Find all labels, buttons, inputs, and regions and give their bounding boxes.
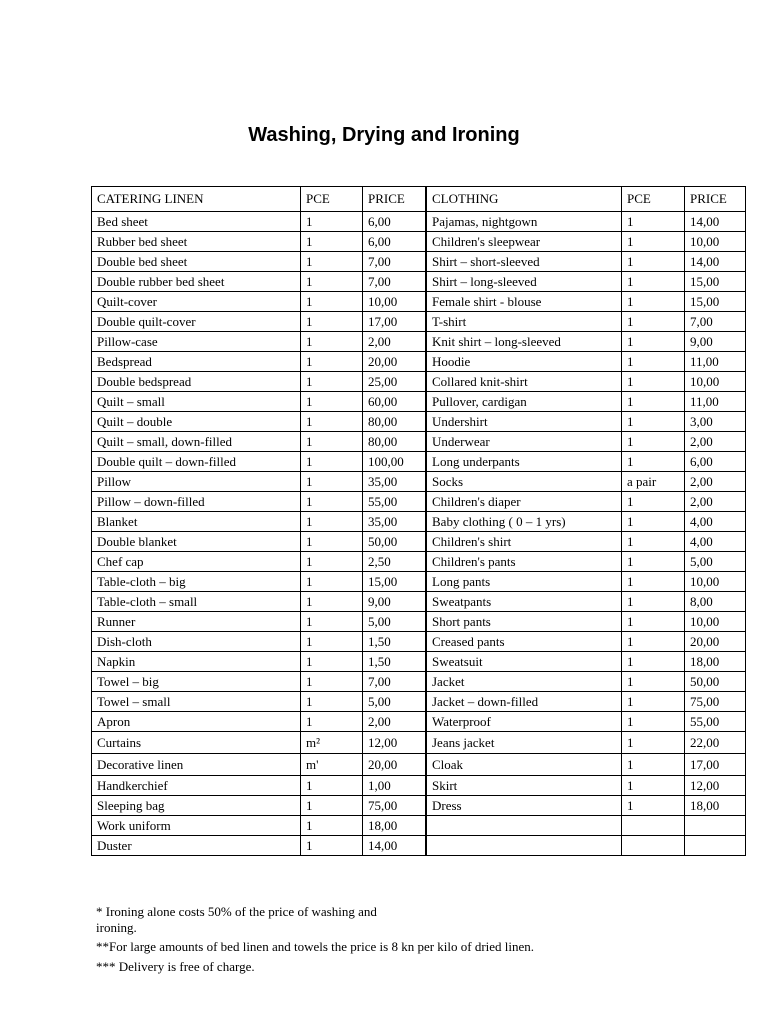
- catering-pce: m²: [301, 732, 363, 754]
- catering-price: 18,00: [363, 816, 427, 836]
- clothing-pce: 1: [622, 732, 685, 754]
- clothing-pce: 1: [622, 352, 685, 372]
- catering-pce: 1: [301, 312, 363, 332]
- table-row: [92, 592, 746, 612]
- clothing-pce: 1: [622, 372, 685, 392]
- clothing-pce: 1: [622, 776, 685, 796]
- clothing-pce: 1: [622, 492, 685, 512]
- table-row: [92, 432, 746, 452]
- page-title: Washing, Drying and Ironing: [248, 124, 520, 146]
- clothing-price: [685, 816, 746, 836]
- clothing-pce: 1: [622, 692, 685, 712]
- catering-price: 10,00: [363, 292, 427, 312]
- clothing-pce: 1: [622, 332, 685, 352]
- catering-pce: 1: [301, 232, 363, 252]
- catering-pce: 1: [301, 816, 363, 836]
- catering-item: Chef cap: [92, 552, 301, 572]
- table-row: [92, 232, 746, 252]
- clothing-item: [426, 836, 622, 856]
- catering-pce: 1: [301, 592, 363, 612]
- table-row: [92, 252, 746, 272]
- catering-price: 5,00: [363, 612, 427, 632]
- table-row: [92, 472, 746, 492]
- catering-item: Quilt-cover: [92, 292, 301, 312]
- clothing-price: 11,00: [685, 392, 746, 412]
- catering-price: 20,00: [363, 352, 427, 372]
- table-row: [92, 692, 746, 712]
- clothing-item: Waterproof: [426, 712, 622, 732]
- catering-pce: 1: [301, 572, 363, 592]
- clothing-price: 15,00: [685, 272, 746, 292]
- catering-item: Decorative linen: [92, 754, 301, 776]
- header-catering-linen: CATERING LINEN: [92, 187, 301, 212]
- clothing-price: 20,00: [685, 632, 746, 652]
- table-row: [92, 816, 746, 836]
- catering-item: Pillow: [92, 472, 301, 492]
- table-row: [92, 452, 746, 472]
- clothing-pce: 1: [622, 672, 685, 692]
- clothing-price: 14,00: [685, 252, 746, 272]
- catering-price: 75,00: [363, 796, 427, 816]
- catering-price: 80,00: [363, 432, 427, 452]
- clothing-pce: 1: [622, 796, 685, 816]
- catering-pce: 1: [301, 632, 363, 652]
- clothing-item: Long pants: [426, 572, 622, 592]
- clothing-price: 10,00: [685, 232, 746, 252]
- catering-item: Towel – small: [92, 692, 301, 712]
- table-row: [92, 272, 746, 292]
- catering-pce: 1: [301, 532, 363, 552]
- catering-price: 35,00: [363, 472, 427, 492]
- clothing-item: Jacket – down-filled: [426, 692, 622, 712]
- clothing-item: Children's diaper: [426, 492, 622, 512]
- catering-pce: 1: [301, 836, 363, 856]
- clothing-pce: 1: [622, 572, 685, 592]
- clothing-price: 2,00: [685, 432, 746, 452]
- clothing-price: 17,00: [685, 754, 746, 776]
- clothing-item: Sweatpants: [426, 592, 622, 612]
- clothing-price: 50,00: [685, 672, 746, 692]
- catering-pce: 1: [301, 652, 363, 672]
- catering-pce: 1: [301, 472, 363, 492]
- clothing-price: 10,00: [685, 372, 746, 392]
- catering-item: Sleeping bag: [92, 796, 301, 816]
- table-row: [92, 212, 746, 232]
- catering-price: 20,00: [363, 754, 427, 776]
- clothing-price: 5,00: [685, 552, 746, 572]
- catering-item: Double rubber bed sheet: [92, 272, 301, 292]
- table-row: [92, 412, 746, 432]
- clothing-pce: 1: [622, 232, 685, 252]
- clothing-item: Children's sleepwear: [426, 232, 622, 252]
- catering-item: Quilt – small: [92, 392, 301, 412]
- clothing-price: 75,00: [685, 692, 746, 712]
- catering-item: Towel – big: [92, 672, 301, 692]
- clothing-item: Sweatsuit: [426, 652, 622, 672]
- table-row: [92, 732, 746, 754]
- clothing-item: Underwear: [426, 432, 622, 452]
- table-row: [92, 512, 746, 532]
- clothing-price: 7,00: [685, 312, 746, 332]
- catering-pce: 1: [301, 452, 363, 472]
- clothing-item: Long underpants: [426, 452, 622, 472]
- clothing-pce: 1: [622, 212, 685, 232]
- table-row: [92, 532, 746, 552]
- catering-pce: 1: [301, 552, 363, 572]
- clothing-item: Short pants: [426, 612, 622, 632]
- table-header-row: [92, 187, 746, 212]
- catering-price: 60,00: [363, 392, 427, 412]
- catering-item: Double bed sheet: [92, 252, 301, 272]
- table-row: [92, 652, 746, 672]
- catering-item: Double quilt – down-filled: [92, 452, 301, 472]
- clothing-price: 14,00: [685, 212, 746, 232]
- clothing-price: 6,00: [685, 452, 746, 472]
- table-row: [92, 352, 746, 372]
- catering-item: Curtains: [92, 732, 301, 754]
- catering-price: 80,00: [363, 412, 427, 432]
- catering-price: 35,00: [363, 512, 427, 532]
- table-row: [92, 836, 746, 856]
- clothing-item: Socks: [426, 472, 622, 492]
- catering-item: Apron: [92, 712, 301, 732]
- catering-pce: 1: [301, 392, 363, 412]
- clothing-item: Dress: [426, 796, 622, 816]
- table-row: [92, 796, 746, 816]
- catering-price: 17,00: [363, 312, 427, 332]
- table-row: [92, 392, 746, 412]
- catering-item: Bedspread: [92, 352, 301, 372]
- clothing-pce: 1: [622, 592, 685, 612]
- clothing-item: Skirt: [426, 776, 622, 796]
- table-row: [92, 492, 746, 512]
- catering-item: Quilt – double: [92, 412, 301, 432]
- catering-item: Work uniform: [92, 816, 301, 836]
- clothing-price: 12,00: [685, 776, 746, 796]
- clothing-pce: [622, 816, 685, 836]
- catering-pce: 1: [301, 512, 363, 532]
- table-row: [92, 292, 746, 312]
- catering-price: 6,00: [363, 212, 427, 232]
- catering-price: 2,00: [363, 712, 427, 732]
- catering-pce: 1: [301, 272, 363, 292]
- catering-pce: 1: [301, 412, 363, 432]
- catering-pce: m': [301, 754, 363, 776]
- table-row: [92, 332, 746, 352]
- catering-item: Double quilt-cover: [92, 312, 301, 332]
- clothing-pce: 1: [622, 392, 685, 412]
- catering-pce: 1: [301, 352, 363, 372]
- catering-pce: 1: [301, 212, 363, 232]
- clothing-item: Hoodie: [426, 352, 622, 372]
- catering-item: Double bedspread: [92, 372, 301, 392]
- catering-price: 2,50: [363, 552, 427, 572]
- clothing-price: 2,00: [685, 472, 746, 492]
- clothing-pce: 1: [622, 632, 685, 652]
- clothing-pce: 1: [622, 612, 685, 632]
- header-right-price: PRICE: [685, 187, 746, 212]
- clothing-pce: 1: [622, 712, 685, 732]
- table-row: [92, 312, 746, 332]
- catering-price: 5,00: [363, 692, 427, 712]
- catering-pce: 1: [301, 492, 363, 512]
- clothing-price: 18,00: [685, 652, 746, 672]
- table-row: [92, 552, 746, 572]
- table-row: [92, 572, 746, 592]
- clothing-pce: 1: [622, 292, 685, 312]
- catering-item: Runner: [92, 612, 301, 632]
- catering-price: 6,00: [363, 232, 427, 252]
- header-right-pce: PCE: [622, 187, 685, 212]
- price-table: [91, 186, 746, 856]
- clothing-item: Knit shirt – long-sleeved: [426, 332, 622, 352]
- clothing-price: 8,00: [685, 592, 746, 612]
- clothing-pce: 1: [622, 252, 685, 272]
- table-row: [92, 372, 746, 392]
- header-left-pce: PCE: [301, 187, 363, 212]
- clothing-item: Female shirt - blouse: [426, 292, 622, 312]
- clothing-price: 4,00: [685, 512, 746, 532]
- catering-price: 7,00: [363, 672, 427, 692]
- footnotes: [96, 904, 696, 979]
- catering-pce: 1: [301, 292, 363, 312]
- catering-pce: 1: [301, 712, 363, 732]
- clothing-price: 22,00: [685, 732, 746, 754]
- table-row: [92, 612, 746, 632]
- clothing-item: Collared knit-shirt: [426, 372, 622, 392]
- clothing-price: 55,00: [685, 712, 746, 732]
- clothing-item: Children's shirt: [426, 532, 622, 552]
- clothing-pce: 1: [622, 412, 685, 432]
- clothing-price: 4,00: [685, 532, 746, 552]
- clothing-price: 3,00: [685, 412, 746, 432]
- clothing-pce: 1: [622, 452, 685, 472]
- catering-price: 25,00: [363, 372, 427, 392]
- catering-item: Blanket: [92, 512, 301, 532]
- catering-item: Table-cloth – big: [92, 572, 301, 592]
- clothing-pce: 1: [622, 312, 685, 332]
- footnote-bulk-price: **For large amounts of bed linen and towels the price is 8 kn per kilo of dried linen.: [96, 939, 535, 954]
- clothing-item: Jeans jacket: [426, 732, 622, 754]
- clothing-item: Cloak: [426, 754, 622, 776]
- catering-price: 1,00: [363, 776, 427, 796]
- catering-price: 14,00: [363, 836, 427, 856]
- catering-item: Pillow – down-filled: [92, 492, 301, 512]
- clothing-item: Shirt – long-sleeved: [426, 272, 622, 292]
- clothing-price: 15,00: [685, 292, 746, 312]
- catering-pce: 1: [301, 252, 363, 272]
- catering-price: 2,00: [363, 332, 427, 352]
- catering-item: Table-cloth – small: [92, 592, 301, 612]
- clothing-price: 10,00: [685, 572, 746, 592]
- table-row: [92, 672, 746, 692]
- catering-price: 9,00: [363, 592, 427, 612]
- catering-pce: 1: [301, 776, 363, 796]
- catering-price: 7,00: [363, 252, 427, 272]
- clothing-pce: 1: [622, 432, 685, 452]
- clothing-price: 9,00: [685, 332, 746, 352]
- catering-price: 50,00: [363, 532, 427, 552]
- clothing-item: Jacket: [426, 672, 622, 692]
- clothing-item: [426, 816, 622, 836]
- catering-price: 55,00: [363, 492, 427, 512]
- clothing-price: [685, 836, 746, 856]
- clothing-item: Children's pants: [426, 552, 622, 572]
- catering-pce: 1: [301, 672, 363, 692]
- clothing-item: Creased pants: [426, 632, 622, 652]
- catering-item: Quilt – small, down-filled: [92, 432, 301, 452]
- catering-pce: 1: [301, 796, 363, 816]
- clothing-pce: a pair: [622, 472, 685, 492]
- catering-item: Double blanket: [92, 532, 301, 552]
- header-left-price: PRICE: [363, 187, 427, 212]
- clothing-price: 18,00: [685, 796, 746, 816]
- catering-item: Bed sheet: [92, 212, 301, 232]
- clothing-item: Baby clothing ( 0 – 1 yrs): [426, 512, 622, 532]
- clothing-item: Shirt – short-sleeved: [426, 252, 622, 272]
- catering-pce: 1: [301, 612, 363, 632]
- clothing-pce: 1: [622, 552, 685, 572]
- clothing-pce: 1: [622, 532, 685, 552]
- catering-price: 100,00: [363, 452, 427, 472]
- catering-price: 15,00: [363, 572, 427, 592]
- clothing-item: Undershirt: [426, 412, 622, 432]
- clothing-pce: 1: [622, 652, 685, 672]
- footnote-delivery: *** Delivery is free of charge.: [96, 959, 255, 974]
- clothing-pce: [622, 836, 685, 856]
- catering-pce: 1: [301, 692, 363, 712]
- catering-price: 7,00: [363, 272, 427, 292]
- catering-pce: 1: [301, 432, 363, 452]
- catering-item: Duster: [92, 836, 301, 856]
- clothing-price: 11,00: [685, 352, 746, 372]
- catering-item: Pillow-case: [92, 332, 301, 352]
- clothing-item: Pajamas, nightgown: [426, 212, 622, 232]
- table-row: [92, 632, 746, 652]
- table-row: [92, 754, 746, 776]
- clothing-pce: 1: [622, 512, 685, 532]
- catering-item: Napkin: [92, 652, 301, 672]
- catering-item: Dish-cloth: [92, 632, 301, 652]
- footnote-ironing: * Ironing alone costs 50% of the price of washing and ironing.: [96, 904, 377, 935]
- table-row: [92, 776, 746, 796]
- clothing-pce: 1: [622, 754, 685, 776]
- catering-pce: 1: [301, 372, 363, 392]
- clothing-pce: 1: [622, 272, 685, 292]
- header-clothing: CLOTHING: [426, 187, 622, 212]
- clothing-price: 10,00: [685, 612, 746, 632]
- catering-item: Rubber bed sheet: [92, 232, 301, 252]
- catering-price: 1,50: [363, 652, 427, 672]
- clothing-price: 2,00: [685, 492, 746, 512]
- catering-price: 1,50: [363, 632, 427, 652]
- catering-item: Handkerchief: [92, 776, 301, 796]
- catering-price: 12,00: [363, 732, 427, 754]
- catering-pce: 1: [301, 332, 363, 352]
- price-table-body: [92, 187, 746, 856]
- clothing-item: Pullover, cardigan: [426, 392, 622, 412]
- clothing-item: T-shirt: [426, 312, 622, 332]
- table-row: [92, 712, 746, 732]
